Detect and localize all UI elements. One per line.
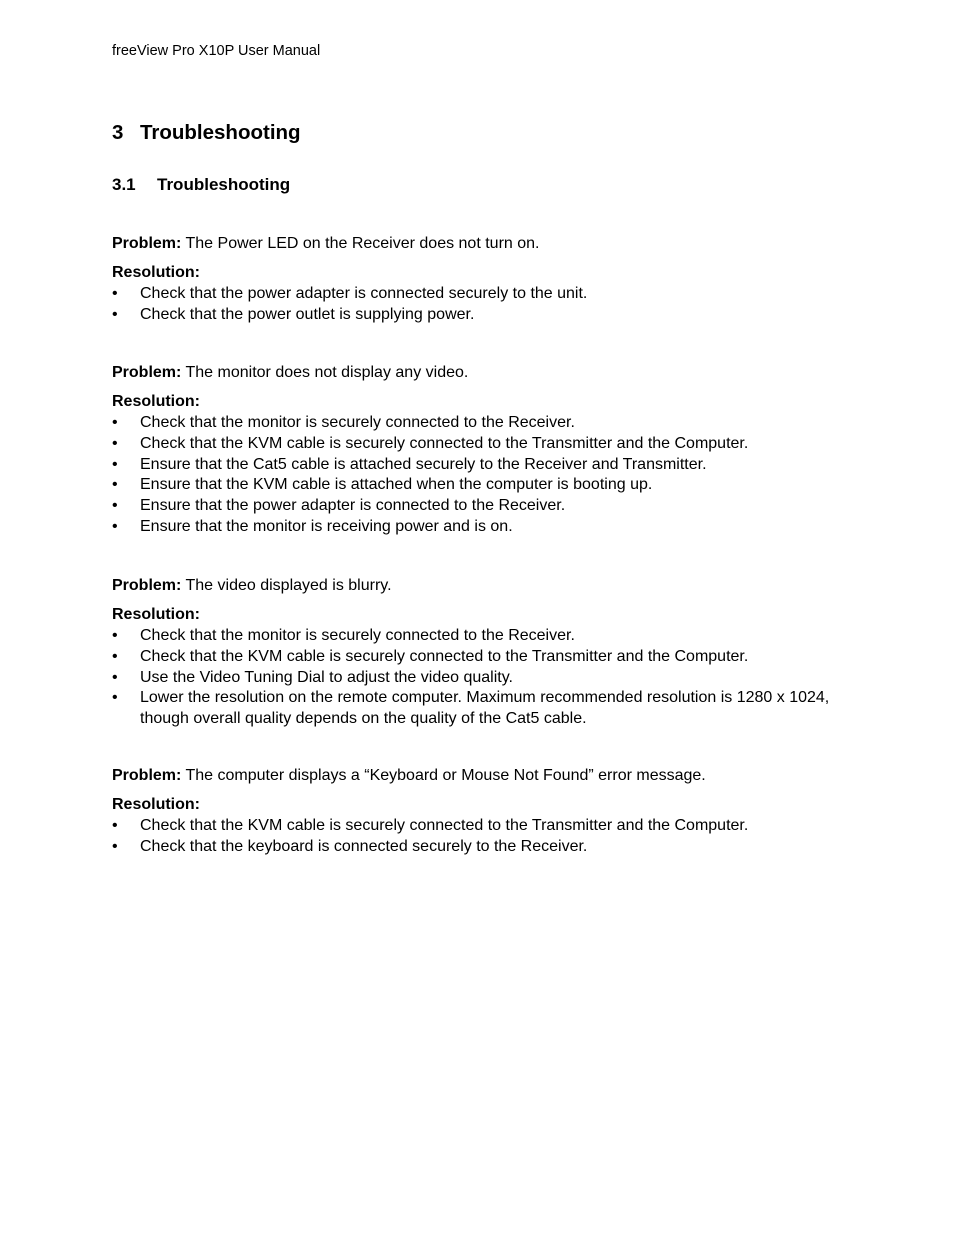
list-item: • Ensure that the Cat5 cable is attached securely to the Receiver and Transmitter. <box>112 455 852 476</box>
bullet: • <box>112 689 118 707</box>
problem-statement <box>112 234 852 253</box>
section-number: 3 <box>112 121 124 144</box>
bullet: • <box>112 305 118 323</box>
bullet: • <box>112 414 118 431</box>
list-item: • Check that the keyboard is connected securely to the Receiver. <box>112 837 852 858</box>
subsection-number: 3.1 <box>112 175 136 194</box>
problem-label: Problem: <box>112 767 182 784</box>
resolution-label: Resolution: <box>112 393 200 410</box>
problem-statement <box>112 363 852 382</box>
resolution-list <box>112 413 852 538</box>
problem-text: The computer displays a “Keyboard or Mouse Not Found” error message. <box>185 767 706 784</box>
bullet: • <box>112 517 118 535</box>
resolution-label: Resolution: <box>112 264 200 281</box>
bullet: • <box>112 837 118 855</box>
section-heading <box>112 121 301 145</box>
bullet: • <box>112 285 118 302</box>
bullet: • <box>112 668 118 686</box>
bullet: • <box>112 434 118 452</box>
problem-block-power-led <box>112 234 852 326</box>
bullet: • <box>112 627 118 644</box>
bullet: • <box>112 647 118 665</box>
problem-block-blurry-video <box>112 576 852 730</box>
list-item: • Check that the power outlet is supplying power. <box>112 305 852 326</box>
bullet: • <box>112 455 118 473</box>
subsection-heading <box>112 175 290 195</box>
problem-text: The video displayed is blurry. <box>185 577 392 594</box>
problem-text: The monitor does not display any video. <box>185 364 469 381</box>
problem-block-keyboard-mouse <box>112 766 852 858</box>
list-item: • Use the Video Tuning Dial to adjust the video quality. <box>112 668 852 689</box>
problem-label: Problem: <box>112 235 182 252</box>
resolution-list <box>112 284 852 326</box>
list-item: • Check that the KVM cable is securely connected to the Transmitter and the Computer. <box>112 647 852 668</box>
list-item: • Ensure that the power adapter is connected to the Receiver. <box>112 496 852 517</box>
list-item: • Check that the monitor is securely connected to the Receiver. <box>112 626 852 647</box>
bullet: • <box>112 817 118 834</box>
problem-statement <box>112 766 852 785</box>
problem-text: The Power LED on the Receiver does not turn on. <box>185 235 540 252</box>
list-item: • Check that the KVM cable is securely connected to the Transmitter and the Computer. <box>112 434 852 455</box>
list-item: • Ensure that the KVM cable is attached when the computer is booting up. <box>112 475 852 496</box>
resolution-list <box>112 816 852 858</box>
list-item: • Check that the monitor is securely connected to the Receiver. <box>112 413 852 434</box>
resolution-label: Resolution: <box>112 606 200 623</box>
section-title: Troubleshooting <box>140 121 301 144</box>
problem-label: Problem: <box>112 364 182 381</box>
running-header: freeView Pro X10P User Manual <box>112 43 321 59</box>
resolution-list <box>112 626 852 730</box>
list-item: • Ensure that the monitor is receiving power and is on. <box>112 517 852 538</box>
problem-statement <box>112 576 852 595</box>
list-item: • Check that the KVM cable is securely connected to the Transmitter and the Computer. <box>112 816 852 837</box>
problem-label: Problem: <box>112 577 182 594</box>
subsection-title: Troubleshooting <box>157 175 291 194</box>
list-item: • Check that the power adapter is connected securely to the unit. <box>112 284 852 305</box>
list-item: • Lower the resolution on the remote computer. Maximum recommended resolution is 1280 x 1024, though overall quality depends on the quality of the Cat5 cable. <box>112 689 830 728</box>
bullet: • <box>112 497 118 515</box>
bullet: • <box>112 476 118 494</box>
problem-block-no-video <box>112 363 852 538</box>
resolution-label: Resolution: <box>112 796 200 813</box>
